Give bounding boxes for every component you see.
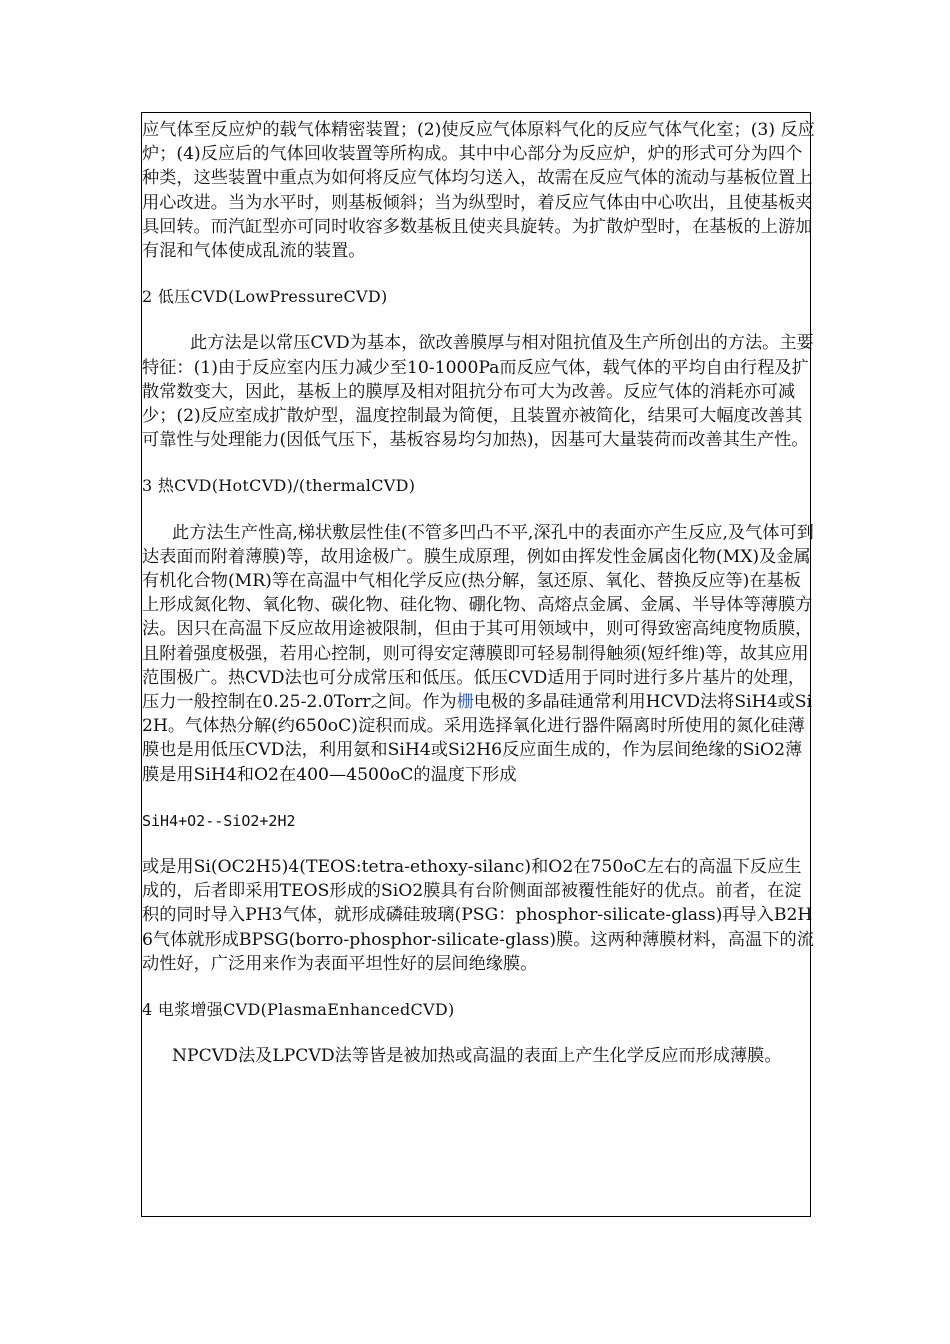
hotcvd-highlight-char: 栅 (456, 692, 474, 713)
lpcvd-paragraph: 此方法是以常压CVD为基本，欲改善膜厚与相对阻抗值及生产所创出的方法。主要特征：(1)由于反应室内压力减少至10-1000Pa而反应气体，载气体的平均自由行程及扩散常数变大，因此，基板上的膜厚及相对阻抗分布可大为改善。反应气体的消耗亦可减少；(2)反应室成扩散炉型，温度控制最为简便，且装置亦被简化，结果可大幅度改善其可靠性与处理能力(因低气压下，基板容易均匀加热)，因基可大量装荷而改善其生产性。 (142, 333, 814, 451)
pecvd-paragraph: NPCVD法及LPCVD法等皆是被加热或高温的表面上产生化学反应而形成薄膜。 (172, 1046, 782, 1067)
section-heading-hotcvd: 3 热CVD(HotCVD)/(thermalCVD) (142, 476, 416, 496)
section-heading-pecvd: 4 电浆增强CVD(PlasmaEnhancedCVD) (142, 1000, 455, 1020)
teos-paragraph: 或是用Si(OC2H5)4(TEOS:tetra-ethoxy-silanc)和O2在750oC左右的高温下反应生成的，后者即采用TEOS形成的SiO2膜具有台阶侧面部被覆性能好的优点。前者，在淀积的同时导入PH3气体，就形成磷硅玻璃(PSG：phosphor-silicate-glass)再导入B2H6气体就形成BPSG(borro-phosphor-silicate-glass)膜。这两种薄膜材料，高温下的流动性好，广泛用来作为表面平坦性好的层间绝缘膜。 (142, 857, 814, 974)
hotcvd-paragraph (142, 521, 818, 787)
hotcvd-text-part1: 此方法生产性高,梯状敷层性佳(不管多凹凸不平,深孔中的表面亦产生反应,及气体可到达表面而附着薄膜)等，故用途极广。膜生成原理，例如由挥发性金属卤化物(MX)及金属有机化合物(MR)等在高温中气相化学反应(热分解，氢还原、氧化、替换反应等)在基板上形成氮化物、氧化物、碳化物、硅化物、硼化物、高熔点金属、金属、半导体等薄膜方法。因只在高温下反应故用途被限制，但由于其可用领域中，则可得致密高纯度物质膜，且附着强度极强，若用心控制，则可得安定薄膜即可轻易制得触须(短纤维)等，故其应用范围极广。热CVD法也可分成常压和低压。低压CVD适用于同时进行多片基片的处理，压力一般控制在0.25-2.0Torr之间。作为 (142, 522, 814, 713)
document-body (142, 118, 818, 1069)
intro-paragraph: 应气体至反应炉的载气体精密装置；(2)使反应气体原料气化的反应气体气化室；(3) 反应炉；(4)反应后的气体回收装置等所构成。其中中心部分为反应炉，炉的形式可分为四个种类，这些装置中重点为如何将反应气体均匀送入，故需在反应气体的流动与基板位置上用心改进。当为水平时，则基板倾斜；当为纵型时，着反应气体由中心吹出，且使基板夹具回转。而汽缸型亦可同时收容多数基板且使夹具旋转。为扩散炉型时，在基板的上游加有混和气体使成乱流的装置。 (142, 120, 815, 262)
reaction-formula: SiH4+O2--SiO2+2H2 (142, 811, 296, 830)
hotcvd-text-part2: 电极的多晶硅通常利用HCVD法将SiH4或Si2H。气体热分解(约650oC)淀积而成。采用选择氧化进行器件隔离时所使用的氮化硅薄膜也是用低压CVD法，利用氨和SiH4或Si2H6反应面生成的，作为层间绝缘的SiO2薄膜是用SiH4和O2在400—4500oC的温度下形成 (142, 692, 813, 785)
section-heading-lpcvd: 2 低压CVD(LowPressureCVD) (142, 287, 388, 307)
